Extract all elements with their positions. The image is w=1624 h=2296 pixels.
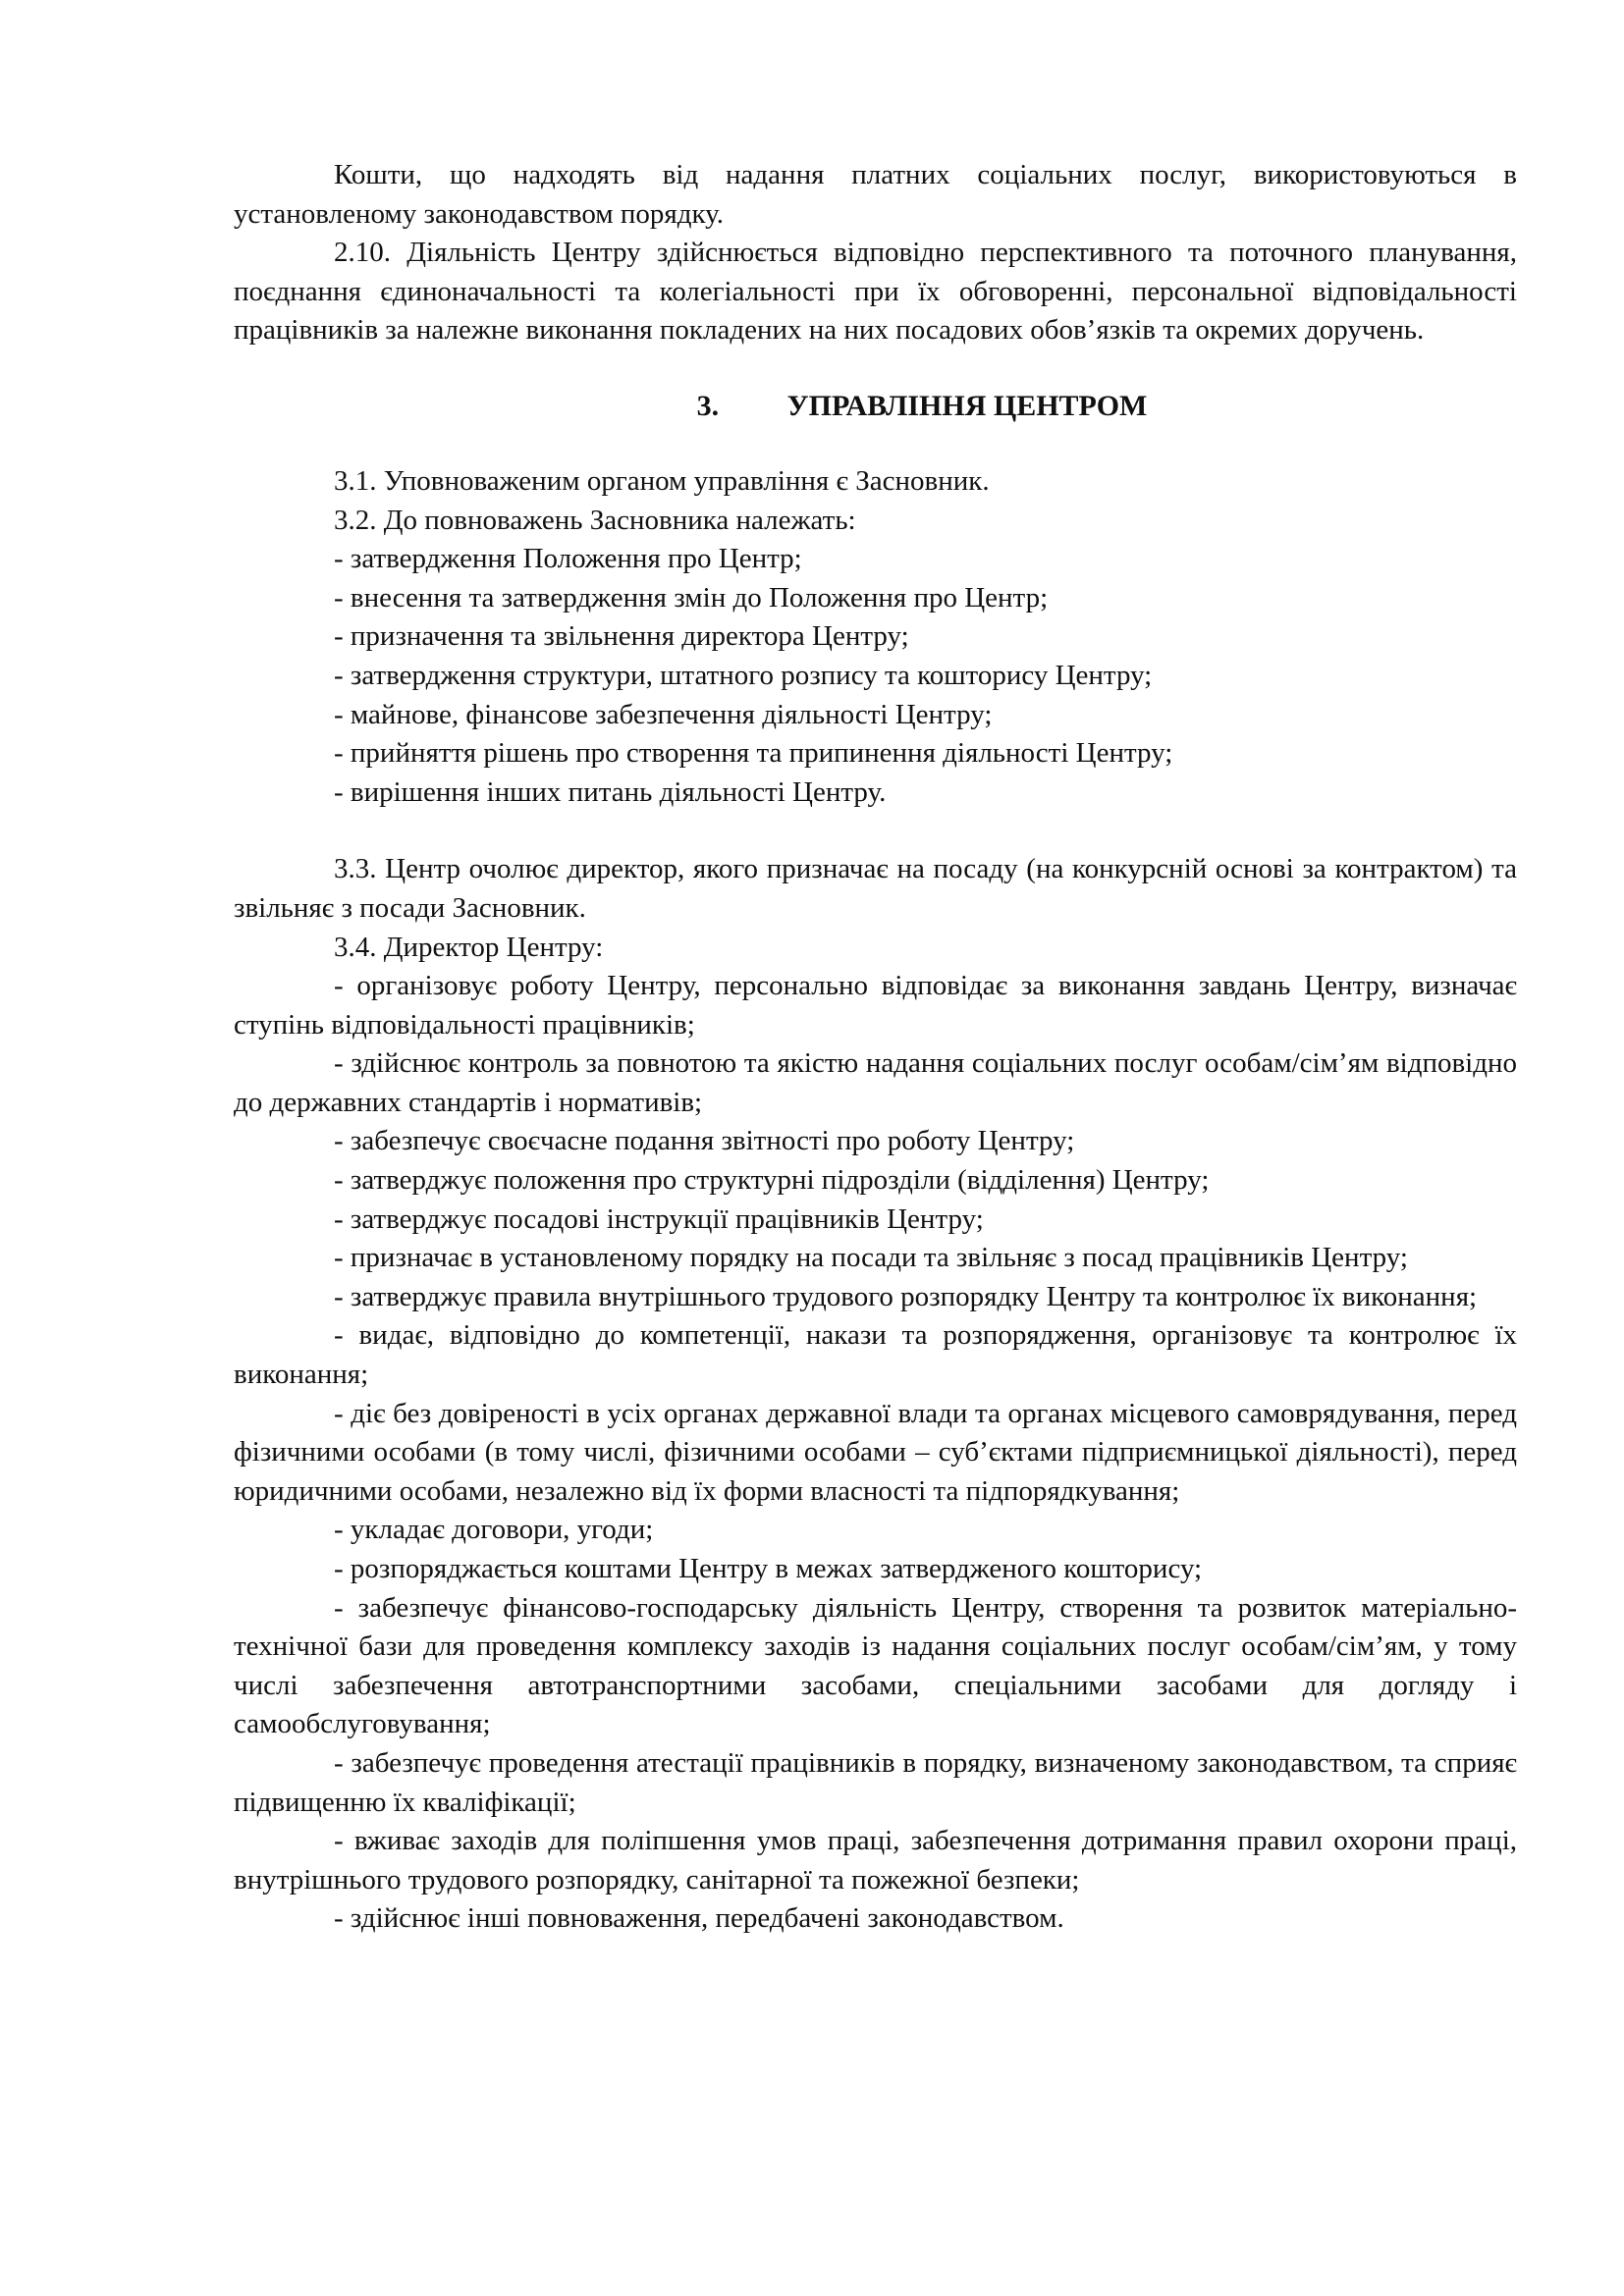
section-title: УПРАВЛІННЯ ЦЕНТРОМ xyxy=(786,389,1148,422)
director-duty-item: - забезпечує проведення атестації працівників в порядку, визначеному законодавством, та сприяє підвищенню їх кваліфікації; xyxy=(234,1746,1517,1818)
founder-power-item: - майнове, фінансове забезпечення діяльності Центру; xyxy=(334,698,993,730)
director-duty-item: - розпоряджається коштами Центру в межах затвердженого кошторису; xyxy=(334,1553,1203,1584)
director-duty-item: - забезпечує своєчасне подання звітності про роботу Центру; xyxy=(334,1125,1075,1157)
section-number: 3. xyxy=(696,389,720,422)
director-duty-item: - призначає в установленому порядку на посади та звільняє з посад працівників Центру; xyxy=(334,1242,1408,1274)
director-duty-item: - забезпечує фінансово-господарську діяльність Центру, створення та розвиток матеріально-технічної бази для проведення комплексу заходів із надання соціальних послуг особам/сім’ям, у тому числі забезпечення автотранспортними засобами, спеціальними засобами для догляду і самообслуговування; xyxy=(234,1591,1517,1740)
intro-paragraph-funds: Кошти, що надходять від надання платних соціальних послуг, використовуються в установленому законодавством порядку. xyxy=(234,159,1517,230)
paragraph-3-4: 3.4. Директор Центру: xyxy=(334,931,604,963)
director-duty-item: - видає, відповідно до компетенції, накази та розпорядження, організовує та контролює їх виконання; xyxy=(234,1319,1517,1391)
founder-power-item: - призначення та звільнення директора Центру; xyxy=(334,620,909,653)
section-heading xyxy=(234,387,1517,426)
director-duty-item: - затверджує правила внутрішнього трудового розпорядку Центру та контролює їх виконання; xyxy=(334,1280,1478,1312)
paragraph-3-1: 3.1. Уповноваженим органом управління є Засновник. xyxy=(334,464,990,497)
director-duty-item: - затверджує положення про структурні підрозділи (відділення) Центру; xyxy=(334,1164,1210,1197)
paragraph-3-2: 3.2. До повноважень Засновника належать: xyxy=(334,504,856,536)
director-duty-item: - здійснює контроль за повнотою та якістю надання соціальних послуг особам/сім’ям відповідно до державних стандартів і нормативів; xyxy=(234,1047,1517,1118)
paragraph-3-3: 3.3. Центр очолює директор, якого призначає на посаду (на конкурсній основі за контрактом) та звільняє з посади Засновник. xyxy=(234,853,1517,924)
founder-power-item: - внесення та затвердження змін до Положення про Центр; xyxy=(334,581,1049,614)
founder-power-item: - затвердження структури, штатного розпису та кошторису Центру; xyxy=(334,659,1153,691)
director-duty-item: - вживає заходів для поліпшення умов праці, забезпечення дотримання правил охорони праці, внутрішнього трудового розпорядку, санітарної та пожежної безпеки; xyxy=(234,1825,1517,1896)
intro-paragraph-2-10: 2.10. Діяльність Центру здійснюється відповідно перспективного та поточного планування, поєднання єдиноначальності та колегіальності при їх обговоренні, персональної відповідальності працівників за належне виконання покладених на них посадових обов’язків та окремих доручень. xyxy=(234,237,1517,347)
director-duty-item: - укладає договори, угоди; xyxy=(334,1514,654,1546)
director-duty-item: - організовує роботу Центру, персонально відповідає за виконання завдань Центру, визначає ступінь відповідальності працівників; xyxy=(234,970,1517,1041)
founder-power-item: - затвердження Положення про Центр; xyxy=(334,543,802,575)
director-duty-item: - затверджує посадові інструкції працівників Центру; xyxy=(334,1202,984,1235)
founder-power-item: - прийняття рішень про створення та припинення діяльності Центру; xyxy=(334,737,1173,770)
founder-power-item: - вирішення інших питань діяльності Центру. xyxy=(334,775,887,808)
paragraph-spacer xyxy=(234,812,1517,850)
document-page xyxy=(234,156,1517,1939)
director-duty-item: - здійснює інші повноваження, передбачені законодавством. xyxy=(334,1902,1064,1935)
director-duty-item: - діє без довіреності в усіх органах державної влади та органах місцевого самоврядування, перед фізичними особами (в тому числі, фізичними особами – суб’єктами підприємницької діяльності), перед юридичними особами, незалежно від їх форми власності та підпорядкування; xyxy=(234,1397,1517,1507)
